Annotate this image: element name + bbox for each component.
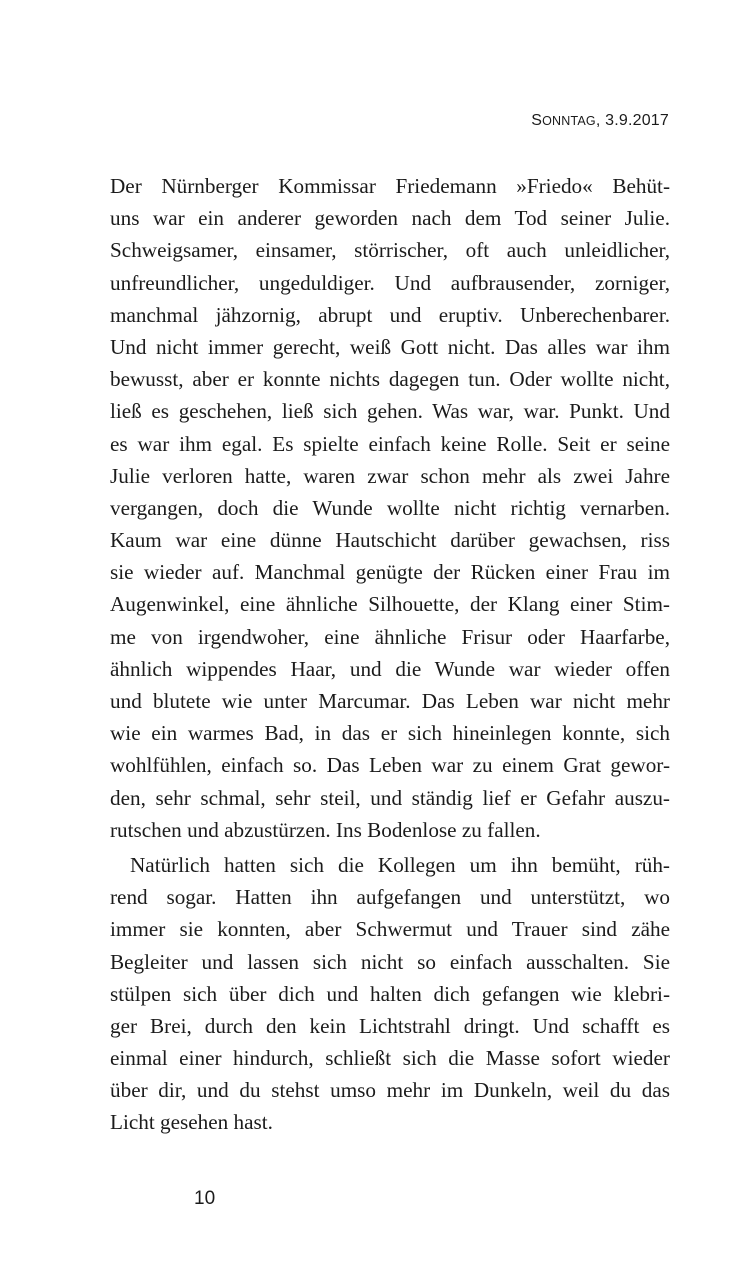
- text-line: wie ein warmes Bad, in das er sich hineinlegen konnte, sich: [110, 721, 670, 746]
- text-line: sie wieder auf. Manchmal genügte der Rücken einer Frau im: [110, 560, 670, 585]
- text-line: Der Nürnberger Kommissar Friedemann »Friedo« Behüt-: [110, 174, 670, 198]
- text-line: ließ es geschehen, ließ sich gehen. Was war, war. Punkt. Und: [110, 399, 670, 424]
- text-line: Schweigsamer, einsamer, störrischer, oft auch unleidlicher,: [110, 238, 670, 263]
- text-line: me von irgendwoher, eine ähnliche Frisur oder Haarfarbe,: [110, 624, 670, 649]
- text-line: ger Brei, durch den kein Lichtstrahl dringt. Und schafft es: [110, 1013, 670, 1038]
- text-line: Begleiter und lassen sich nicht so einfach ausschalten. Sie: [110, 949, 670, 974]
- text-line: uns war ein anderer geworden nach dem Tod seiner Julie.: [110, 206, 670, 231]
- text-line: es war ihm egal. Es spielte einfach keine Rolle. Seit er seine: [110, 431, 670, 456]
- text-line: stülpen sich über dich und halten dich gefangen wie klebri-: [110, 981, 670, 1006]
- text-line: Und nicht immer gerecht, weiß Gott nicht. Das alles war ihm: [110, 334, 670, 359]
- paragraph-2: [110, 849, 670, 1139]
- page-number: 10: [194, 1188, 216, 1209]
- text-line: manchmal jähzornig, abrupt und eruptiv. Unberechenbarer.: [110, 302, 670, 327]
- paragraph-1: [110, 170, 670, 846]
- running-head-initial: S: [531, 112, 543, 129]
- text-line: Natürlich hatten sich die Kollegen um ihn bemüht, rüh-: [130, 852, 670, 877]
- running-head-date: , 3.9.2017: [595, 112, 669, 129]
- running-head-weekday-rest: ONNTAG: [542, 114, 596, 128]
- text-line: wohlfühlen, einfach so. Das Leben war zu einem Grat gewor-: [110, 753, 670, 778]
- text-line: unfreundlicher, ungeduldiger. Und aufbrausender, zorniger,: [110, 270, 670, 295]
- text-line: bewusst, aber er konnte nichts dagegen tun. Oder wollte nicht,: [110, 367, 670, 392]
- text-line: Kaum war eine dünne Hautschicht darüber gewachsen, riss: [110, 528, 670, 553]
- text-line: ähnlich wippendes Haar, und die Wunde war wieder offen: [110, 656, 670, 681]
- text-line: Augenwinkel, eine ähnliche Silhouette, der Klang einer Stim-: [110, 592, 670, 617]
- text-line: rend sogar. Hatten ihn aufgefangen und unterstützt, wo: [110, 885, 670, 910]
- text-line: und blutete wie unter Marcumar. Das Leben war nicht mehr: [110, 689, 670, 713]
- text-line: über dir, und du stehst umso mehr im Dunkeln, weil du das: [110, 1078, 670, 1103]
- text-line: rutschen und abzustürzen. Ins Bodenlose zu fallen.: [110, 817, 541, 842]
- text-line: den, sehr schmal, sehr steil, und ständig lief er Gefahr auszu-: [110, 785, 670, 810]
- running-head: [531, 112, 669, 130]
- text-line: Julie verloren hatte, waren zwar schon mehr als zwei Jahre: [110, 463, 670, 488]
- text-line: immer sie konnten, aber Schwermut und Trauer sind zähe: [110, 917, 670, 942]
- text-line: vergangen, doch die Wunde wollte nicht richtig vernarben.: [110, 495, 670, 520]
- text-line: Licht gesehen hast.: [110, 1110, 273, 1135]
- body-text: [110, 170, 670, 1139]
- text-line: einmal einer hindurch, schließt sich die Masse sofort wieder: [110, 1046, 670, 1071]
